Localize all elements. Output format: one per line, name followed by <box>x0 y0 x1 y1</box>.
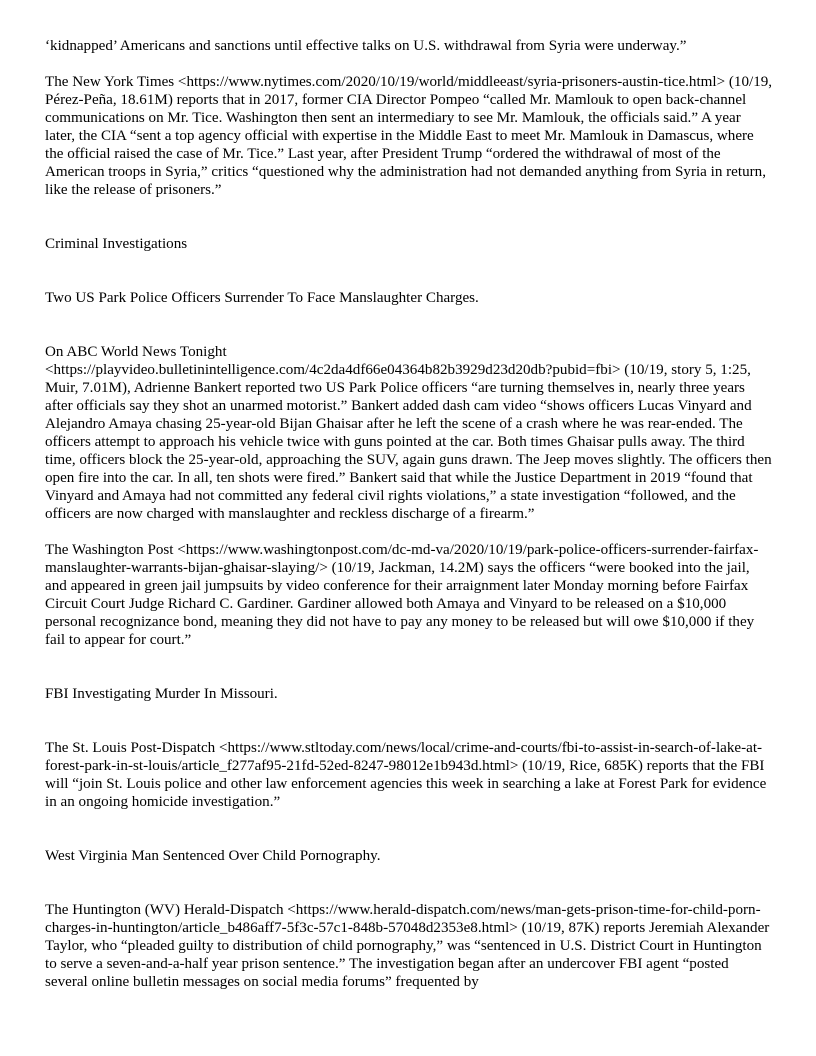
paragraph-nyt: The New York Times <https://www.nytimes.com/2020/10/19/world/middleeast/syria-prisoners-austin-tice.html> (10/19, Pérez-Peña, 18.61M) reports that in 2017, former CIA Director Pompeo “called Mr. Mamlouk to open back-channel communications on Mr. Tice. Washington then sent an intermediary to see Mr. Mamlouk, the officials said.” A year later, the CIA “sent a top agency official with expertise in the Middle East to meet Mr. Mamlouk in Damascus, where the official raised the case of Mr. Tice.” Last year, after President Trump “ordered the withdrawal of most of the American troops in Syria,” critics “questioned why the administration had not demanded anything from Syria in return, like the release of prisoners.” <box>45 74 773 198</box>
paragraph-continuation: ‘kidnapped’ Americans and sanctions until effective talks on U.S. withdrawal from Syria were underway.” <box>45 38 687 54</box>
paragraph-st-louis: The St. Louis Post-Dispatch <https://www.stltoday.com/news/local/crime-and-courts/fbi-to-assist-in-search-of-lake-at-forest-park-in-st-louis/article_f277af95-21fd-52ed-8247-98012e1b943d.html> (10/19, Rice, 685K) reports that the FBI will “join St. Louis police and other law enforcement agencies this week in searching a lake at Forest Park for evidence in an ongoing homicide investigation.” <box>45 740 767 810</box>
document-page <box>45 37 773 991</box>
paragraph-washington-post: The Washington Post <https://www.washingtonpost.com/dc-md-va/2020/10/19/park-police-officers-surrender-fairfax-manslaughter-warrants-bijan-ghaisar-slaying/> (10/19, Jackman, 14.2M) says the officers “were booked into the jail, and appeared in green jail jumpsuits by video conference for their arraignment later Monday morning before Fairfax Circuit Court Judge Richard C. Gardiner. Gardiner allowed both Amaya and Vinyard to be released on a $10,000 personal recognizance bond, meaning they did not have to pay any money to be released but will owe $10,000 if they fail to appear for court.” <box>45 542 759 648</box>
paragraph-huntington: The Huntington (WV) Herald-Dispatch <https://www.herald-dispatch.com/news/man-gets-prison-time-for-child-porn-charges-in-huntington/article_b486aff7-5f3c-57c1-848b-57048d2353e8.html> (10/19, 87K) reports Jeremiah Alexander Taylor, who “pleaded guilty to distribution of child pornography,” was “sentenced in U.S. District Court in Huntington to serve a seven-and-a-half year prison sentence.” The investigation began after an undercover FBI agent “posted several online bulletin messages on social media forums” frequented by <box>45 902 770 990</box>
headline-park-police: Two US Park Police Officers Surrender To Face Manslaughter Charges. <box>45 290 479 306</box>
headline-fbi-missouri: FBI Investigating Murder In Missouri. <box>45 686 278 702</box>
section-heading-criminal-investigations: Criminal Investigations <box>45 236 188 252</box>
headline-west-virginia: West Virginia Man Sentenced Over Child Pornography. <box>45 848 381 864</box>
paragraph-abc: <https://playvideo.bulletinintelligence.com/4c2da4df66e04364b82b3929d23d20db?pubid=fbi> (10/19, story 5, 1:25, Muir, 7.01M), Adrienne Bankert reported two US Park Police officers “are turning themselves in, nearly three years after officials say they shot an unarmed motorist.” Bankert added dash cam video “shows officers Lucas Vinyard and Alejandro Amaya chasing 25-year-old Bijan Ghaisar after he left the scene of a crash where he was rear-ended. The officers attempt to approach his vehicle twice with guns pointed at the car. Both times Ghaisar pulls away. The third time, officers block the 25-year-old, approaching the SUV, again guns drawn. The Jeep moves slightly. The officers then open fire into the car. In all, ten shots were fired.” Bankert said that while the Justice Department in 2019 “found that Vinyard and Amaya had not committed any federal civil rights violations,” a state investigation “followed, and the officers are now charged with manslaughter and reckless discharge of a firearm.” <box>45 362 772 522</box>
paragraph-abc-intro: On ABC World News Tonight <box>45 344 227 360</box>
